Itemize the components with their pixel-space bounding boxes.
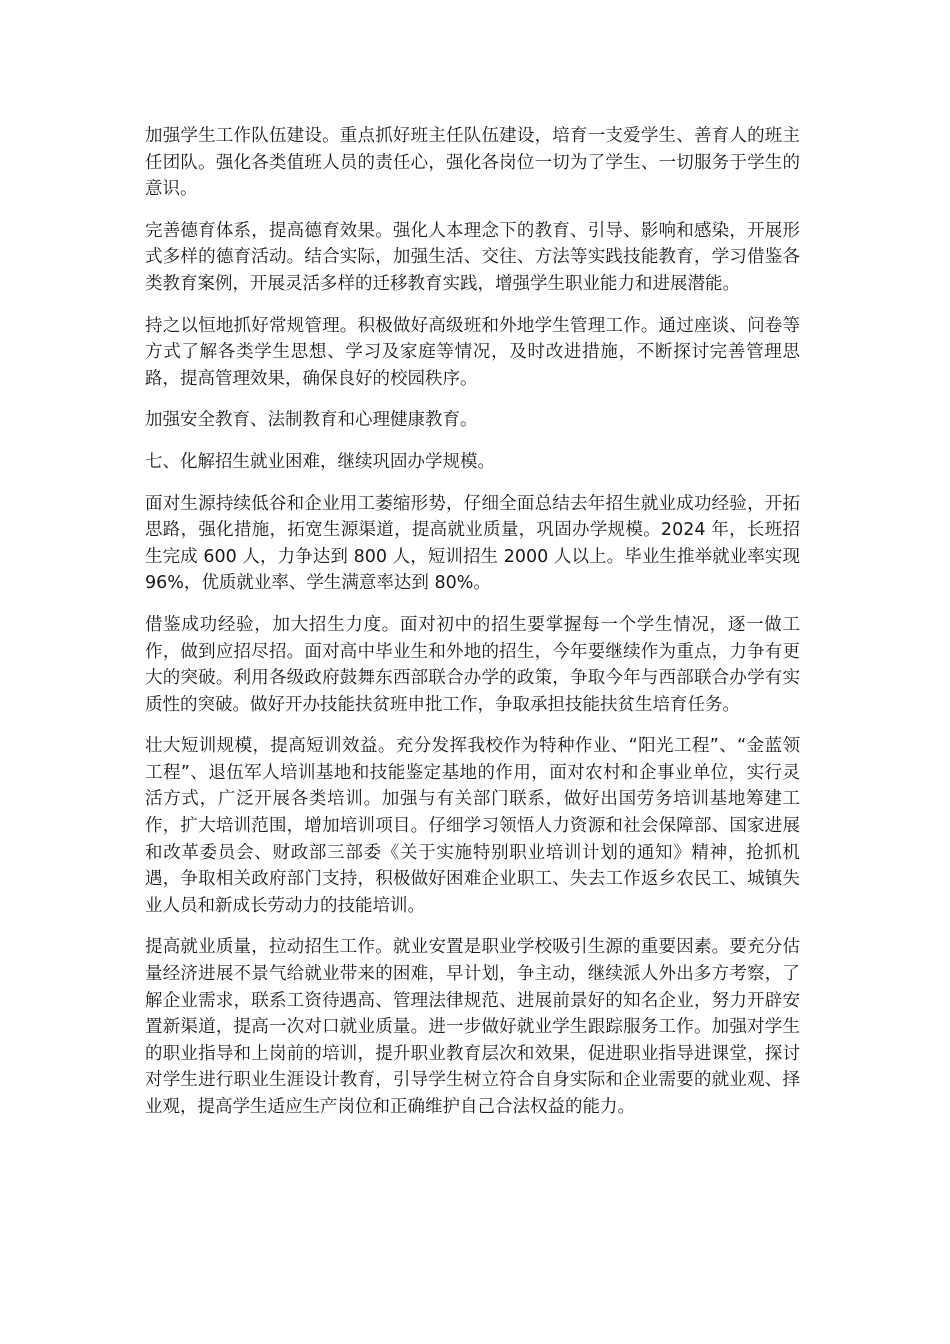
paragraph-moral-education: 完善德育体系，提高德育效果。强化人本理念下的教育、引导、影响和感染，开展形式多样的德育活动。结合实际，加强生活、交往、方法等实践技能教育，学习借鉴各类教育案例，开展灵活多样的迁移教育实践，增强学生职业能力和进展潜能。	[145, 220, 800, 294]
paragraph-team-building: 加强学生工作队伍建设。重点抓好班主任队伍建设，培育一支爱学生、善育人的班主任团队。强化各类值班人员的责任心，强化各岗位一切为了学生、一切服务于学生的意识。	[145, 126, 800, 200]
paragraph-routine-management: 持之以恒地抓好常规管理。积极做好高级班和外地学生管理工作。通过座谈、问卷等方式了解各类学生思想、学习及家庭等情况，及时改进措施，不断探讨完善管理思路，提高管理效果，确保良好的校园秩序。	[145, 315, 800, 389]
paragraph-employment-quality: 提高就业质量，拉动招生工作。就业安置是职业学校吸引生源的重要因素。要充分估量经济进展不景气给就业带来的困难，早计划，争主动，继续派人外出多方考察，了解企业需求，联系工资待遇高、管理法律规范、进展前景好的知名企业，努力开辟安置新渠道，提高一次对口就业质量。进一步做好就业学生跟踪服务工作。加强对学生的职业指导和上岗前的培训，提升职业教育层次和效果，促进职业指导进课堂，探讨对学生进行职业生涯设计教育，引导学生树立符合自身实际和企业需要的就业观、择业观，提高学生适应生产岗位和正确维护自己合法权益的能力。	[145, 937, 800, 1117]
paragraph-safety-education: 加强安全教育、法制教育和心理健康教育。	[145, 410, 478, 431]
section-heading-seven: 七、化解招生就业困难，继续巩固办学规模。	[145, 451, 495, 472]
paragraph-short-training: 壮大短训规模，提高短训效益。充分发挥我校作为特种作业、“阳光工程”、“金蓝领工程”、退伍军人培训基地和技能鉴定基地的作用，面对农村和企事业单位，实行灵活方式，广泛开展各类培训。加强与有关部门联系，做好出国劳务培训基地筹建工作，扩大培训范围，增加培训项目。仔细学习领悟人力资源和社会保障部、国家进展和改革委员会、财政部三部委《关于实施特别职业培训计划的通知》精神，抢抓机遇，争取相关政府部门支持，积极做好困难企业职工、失去工作返乡农民工、城镇失业人员和新成长劳动力的技能培训。	[145, 736, 800, 916]
paragraph-enrollment-goals: 面对生源持续低谷和企业用工萎缩形势，仔细全面总结去年招生就业成功经验，开拓思路，强化措施，拓宽生源渠道，提高就业质量，巩固办学规模。2024 年，长班招生完成 600 人，力争达到 800 人，短训招生 2000 人以上。毕业生推举就业率实现 96%，优质就业率、学生满意率达到 80%。	[145, 493, 800, 594]
document-body	[145, 123, 800, 1136]
paragraph-recruitment-effort: 借鉴成功经验，加大招生力度。面对初中的招生要掌握每一个学生情况，逐一做工作，做到应招尽招。面对高中毕业生和外地的招生，今年要继续作为重点，力争有更大的突破。利用各级政府鼓舞东西部联合办学的政策，争取今年与西部联合办学有实质性的突破。做好开办技能扶贫班申批工作，争取承担技能扶贫生培育任务。	[145, 614, 800, 715]
